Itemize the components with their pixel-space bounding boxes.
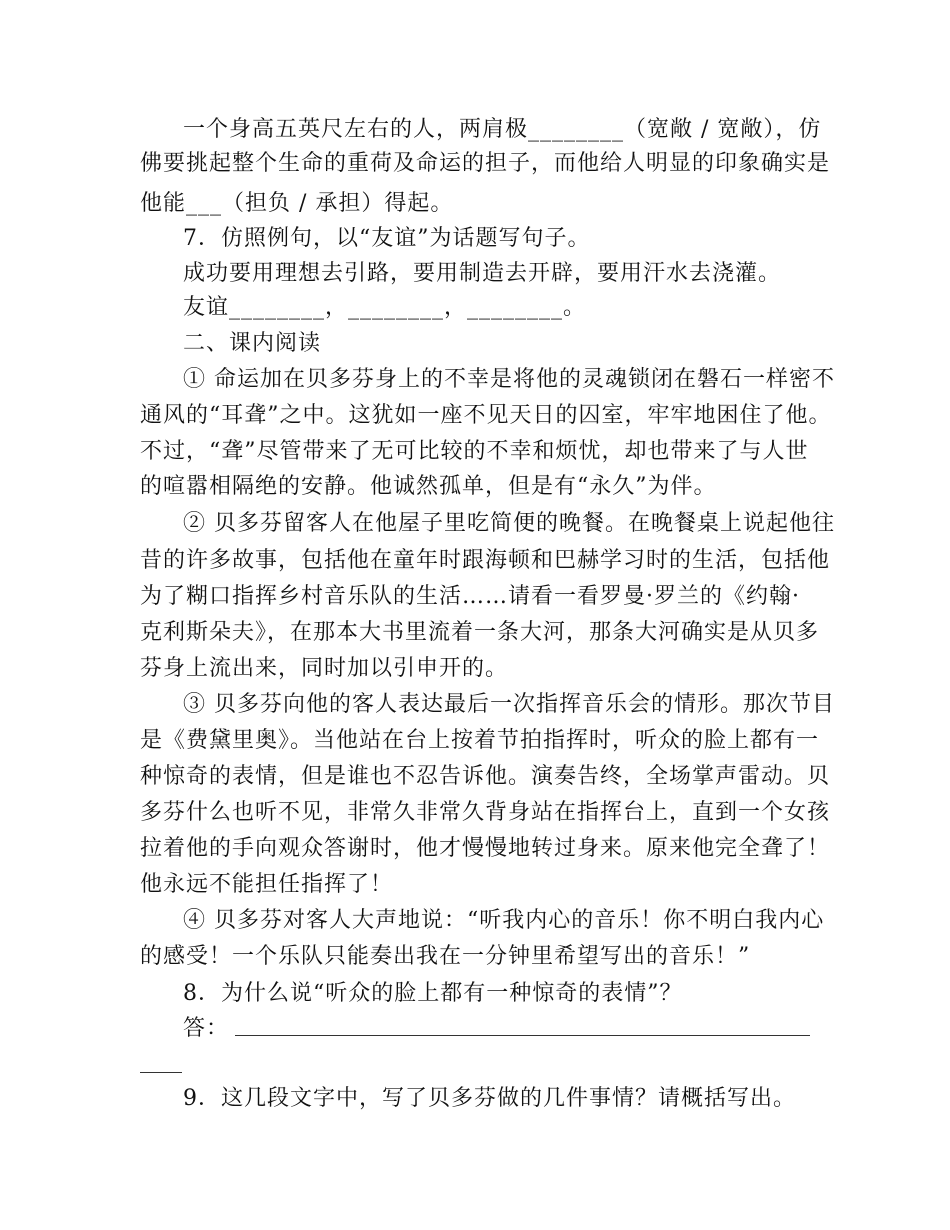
paragraph-2-line: 芬身上流出来，同时加以引申开的。 xyxy=(140,656,509,681)
paragraph-3-line: 是《费黛里奥》。当他站在台上按着节拍指挥时，听众的脸上都有一 xyxy=(140,728,820,753)
answer-label: 答： xyxy=(183,1016,230,1041)
paragraph-1-line: ① 命运加在贝多芬身上的不幸是将他的灵魂锁闭在磐石一样密不 xyxy=(183,367,835,392)
passage-line: 一个身高五英尺左右的人，两肩极________（宽敞 / 宽敞），仿 xyxy=(183,117,822,142)
paragraph-3-line: 多芬什么也听不见，非常久非常久背身站在指挥台上，直到一个女孩 xyxy=(140,800,831,825)
answer-line-continuation xyxy=(140,1072,182,1073)
paragraph-3-line: 他永远不能担任指挥了！ xyxy=(140,872,394,897)
paragraph-1-line: 通风的“耳聋”之中。这犹如一座不见天日的囚室，牢牢地困住了他。 xyxy=(140,403,832,428)
answer-line[interactable] xyxy=(235,1035,810,1036)
question-9: 9．这几段文字中，写了贝多芬做的几件事情？请概括写出。 xyxy=(183,1086,796,1111)
passage-line: 他能___（担负 / 承担）得起。 xyxy=(140,191,454,216)
paragraph-1-line: 不过，“聋”尽管带来了无可比较的不幸和烦忧，却也带来了与人世 xyxy=(140,439,809,464)
paragraph-3-line: 拉着他的手向观众答谢时，他才慢慢地转过身来。原来他完全聋了！ xyxy=(140,836,831,861)
paragraph-4-line: 的感受！一个乐队只能奏出我在一分钟里希望写出的音乐！” xyxy=(140,944,751,969)
paragraph-2-line: ② 贝多芬留客人在他屋子里吃简便的晚餐。在晚餐桌上说起他往 xyxy=(183,511,835,536)
paragraph-2-line: 克利斯朵夫》，在那本大书里流着一条大河，那条大河确实是从贝多 xyxy=(140,620,820,645)
question-7: 7．仿照例句，以“友谊”为话题写句子。 xyxy=(183,226,591,251)
paragraph-4-line: ④ 贝多芬对客人大声地说：“听我内心的音乐！你不明白我内心 xyxy=(183,908,825,933)
paragraph-3-line: ③ 贝多芬向他的客人表达最后一次指挥音乐会的情形。那次节目 xyxy=(183,692,835,717)
paragraph-3-line: 种惊奇的表情，但是谁也不忍告诉他。演奏告终，全场掌声雷动。贝 xyxy=(140,764,831,789)
paragraph-2-line: 为了糊口指挥乡村音乐队的生活……请看一看罗曼·罗兰的《约翰· xyxy=(140,584,800,609)
passage-line: 佛要挑起整个生命的重荷及命运的担子，而他给人明显的印象确实是 xyxy=(140,151,831,176)
question-8: 8．为什么说“听众的脸上都有一种惊奇的表情”？ xyxy=(183,981,683,1006)
example-sentence: 成功要用理想去引路，要用制造去开辟，要用汗水去浇灌。 xyxy=(183,261,782,286)
section-heading: 二、课内阅读 xyxy=(183,331,322,356)
paragraph-2-line: 昔的许多故事，包括他在童年时跟海顿和巴赫学习时的生活，包括他 xyxy=(140,548,831,573)
paragraph-1-line: 的喧嚣相隔绝的安静。他诚然孤单，但是有“永久”为伴。 xyxy=(140,474,717,499)
fill-in-line: 友谊________，________，________。 xyxy=(183,295,587,320)
